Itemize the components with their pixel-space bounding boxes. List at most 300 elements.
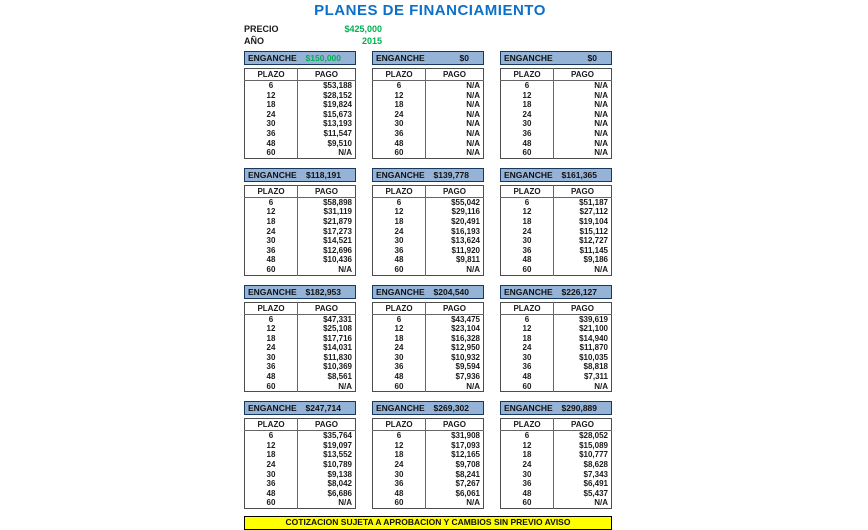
plazo-cell: 24 bbox=[245, 460, 298, 470]
plazo-cell: 48 bbox=[245, 489, 298, 499]
table-row bbox=[373, 265, 484, 275]
table-row bbox=[245, 91, 356, 101]
table-row bbox=[245, 246, 356, 256]
plazo-cell: 30 bbox=[245, 470, 298, 480]
price-row bbox=[244, 23, 616, 35]
plazo-cell: 6 bbox=[245, 431, 298, 441]
plazo-cell: 30 bbox=[501, 470, 554, 480]
enganche-value: $290,889 bbox=[561, 403, 597, 414]
table-row bbox=[373, 255, 484, 265]
plazo-header-cell: PLAZO bbox=[373, 185, 426, 197]
table-row bbox=[501, 265, 612, 275]
plazo-cell: 60 bbox=[373, 498, 426, 508]
plan-card bbox=[244, 51, 356, 159]
table-row bbox=[245, 314, 356, 324]
enganche-value: $0 bbox=[459, 53, 469, 63]
table-row bbox=[245, 81, 356, 91]
plazo-cell: 12 bbox=[245, 91, 298, 101]
pago-cell: N/A bbox=[466, 81, 480, 90]
table-row bbox=[373, 450, 484, 460]
plazo-cell: 48 bbox=[373, 255, 426, 265]
table-row bbox=[501, 100, 612, 110]
pago-cell: $16,328 bbox=[451, 333, 480, 343]
plazo-header-cell: PLAZO bbox=[373, 302, 426, 314]
pago-cell: N/A bbox=[594, 381, 608, 391]
pago-header-cell: PAGO bbox=[554, 69, 612, 81]
plazo-cell: 12 bbox=[373, 324, 426, 334]
pago-cell: N/A bbox=[466, 90, 480, 100]
enganche-header bbox=[500, 285, 612, 299]
pago-cell: $14,521 bbox=[323, 236, 352, 246]
plazo-cell: 12 bbox=[245, 324, 298, 334]
plazo-cell: 6 bbox=[501, 81, 554, 91]
plazo-cell: 24 bbox=[501, 460, 554, 470]
plazo-cell: 24 bbox=[501, 343, 554, 353]
enganche-value: $139,778 bbox=[433, 169, 469, 180]
pago-header-cell: PAGO bbox=[554, 185, 612, 197]
table-header-row bbox=[373, 69, 484, 81]
table-row bbox=[501, 498, 612, 508]
plazo-cell: 18 bbox=[245, 334, 298, 344]
price-label: PRECIO bbox=[244, 24, 279, 34]
pago-cell: $15,673 bbox=[323, 109, 352, 119]
plazo-cell: 48 bbox=[245, 139, 298, 149]
pago-cell: N/A bbox=[338, 381, 352, 391]
plazo-cell: 12 bbox=[373, 91, 426, 101]
plazo-cell: 24 bbox=[245, 227, 298, 237]
pago-cell: $11,145 bbox=[579, 245, 608, 255]
pago-cell: $10,777 bbox=[579, 450, 608, 460]
plazo-cell: 36 bbox=[501, 362, 554, 372]
plazo-header-cell: PLAZO bbox=[373, 419, 426, 431]
table-row bbox=[501, 246, 612, 256]
year-value: 2015 bbox=[361, 36, 382, 46]
table-row bbox=[245, 197, 356, 207]
plan-card bbox=[372, 285, 484, 393]
pago-cell: $14,940 bbox=[579, 333, 608, 343]
table-row bbox=[501, 353, 612, 363]
pago-header-cell: PAGO bbox=[426, 302, 484, 314]
plazo-cell: 60 bbox=[245, 382, 298, 392]
plazo-cell: 48 bbox=[501, 372, 554, 382]
table-row bbox=[373, 382, 484, 392]
plan-table bbox=[500, 418, 612, 509]
plazo-cell: 12 bbox=[245, 441, 298, 451]
pago-cell: $8,241 bbox=[455, 469, 480, 479]
pago-cell: $31,908 bbox=[451, 431, 480, 441]
plazo-cell: 36 bbox=[501, 246, 554, 256]
pago-cell: $31,119 bbox=[323, 207, 352, 217]
enganche-header bbox=[500, 168, 612, 182]
enganche-header bbox=[372, 168, 484, 182]
price-info-block bbox=[244, 23, 616, 47]
table-header-row bbox=[245, 69, 356, 81]
plazo-cell: 36 bbox=[245, 362, 298, 372]
table-row bbox=[501, 343, 612, 353]
table-header-row bbox=[245, 185, 356, 197]
pago-cell: $11,830 bbox=[323, 352, 352, 362]
plan-table bbox=[500, 68, 612, 159]
pago-header-cell: PAGO bbox=[426, 185, 484, 197]
plan-table bbox=[372, 68, 484, 159]
plazo-cell: 12 bbox=[501, 324, 554, 334]
table-row bbox=[501, 148, 612, 158]
plazo-cell: 24 bbox=[501, 227, 554, 237]
pago-header-cell: PAGO bbox=[298, 185, 356, 197]
plan-card bbox=[244, 401, 356, 509]
table-row bbox=[245, 236, 356, 246]
pago-cell: $9,138 bbox=[327, 469, 352, 479]
table-row bbox=[501, 372, 612, 382]
table-row bbox=[373, 479, 484, 489]
table-row bbox=[373, 460, 484, 470]
pago-header-cell: PAGO bbox=[298, 302, 356, 314]
plazo-header-cell: PLAZO bbox=[245, 302, 298, 314]
plan-table bbox=[500, 302, 612, 393]
plan-card bbox=[500, 168, 612, 276]
plazo-cell: 30 bbox=[245, 119, 298, 129]
pago-cell: N/A bbox=[594, 100, 608, 110]
plazo-cell: 24 bbox=[373, 343, 426, 353]
table-row bbox=[501, 227, 612, 237]
pago-header-cell: PAGO bbox=[554, 302, 612, 314]
plazo-cell: 60 bbox=[245, 265, 298, 275]
plazo-cell: 12 bbox=[245, 207, 298, 217]
table-row bbox=[245, 100, 356, 110]
pago-cell: $19,104 bbox=[579, 216, 608, 226]
table-row bbox=[373, 217, 484, 227]
table-row bbox=[373, 372, 484, 382]
plazo-cell: 12 bbox=[501, 91, 554, 101]
pago-cell: $13,193 bbox=[323, 119, 352, 129]
pago-cell: N/A bbox=[338, 264, 352, 274]
table-row bbox=[501, 81, 612, 91]
pago-cell: $17,093 bbox=[451, 440, 480, 450]
table-row bbox=[245, 460, 356, 470]
plazo-cell: 30 bbox=[245, 236, 298, 246]
plazo-cell: 18 bbox=[501, 217, 554, 227]
pago-cell: $23,104 bbox=[451, 324, 480, 334]
plazo-cell: 24 bbox=[373, 227, 426, 237]
plan-table bbox=[372, 418, 484, 509]
pago-cell: $19,097 bbox=[323, 440, 352, 450]
enganche-header bbox=[244, 401, 356, 415]
pago-cell: $25,108 bbox=[323, 324, 352, 334]
pago-cell: N/A bbox=[594, 119, 608, 129]
pago-cell: N/A bbox=[466, 148, 480, 158]
plazo-cell: 48 bbox=[373, 489, 426, 499]
table-row bbox=[245, 362, 356, 372]
table-row bbox=[245, 479, 356, 489]
plazo-cell: 18 bbox=[501, 100, 554, 110]
table-row bbox=[245, 382, 356, 392]
table-row bbox=[501, 479, 612, 489]
table-row bbox=[501, 334, 612, 344]
plazo-cell: 18 bbox=[245, 100, 298, 110]
pago-cell: $9,708 bbox=[455, 460, 480, 470]
table-row bbox=[373, 324, 484, 334]
pago-header-cell: PAGO bbox=[298, 419, 356, 431]
plazo-cell: 6 bbox=[373, 431, 426, 441]
enganche-header bbox=[244, 168, 356, 182]
table-row bbox=[373, 227, 484, 237]
pago-cell: $10,436 bbox=[323, 255, 352, 265]
table-row bbox=[245, 217, 356, 227]
table-row bbox=[501, 110, 612, 120]
pago-cell: N/A bbox=[594, 109, 608, 119]
plazo-cell: 12 bbox=[373, 207, 426, 217]
pago-cell: N/A bbox=[466, 264, 480, 274]
plazo-cell: 36 bbox=[373, 246, 426, 256]
plazo-cell: 24 bbox=[245, 343, 298, 353]
table-row bbox=[245, 139, 356, 149]
table-row bbox=[245, 227, 356, 237]
plazo-cell: 48 bbox=[373, 372, 426, 382]
enganche-value: $150,000 bbox=[305, 53, 341, 63]
pago-cell: $8,561 bbox=[327, 372, 352, 382]
table-header-row bbox=[373, 302, 484, 314]
table-row bbox=[501, 197, 612, 207]
plazo-cell: 18 bbox=[373, 100, 426, 110]
plazo-header-cell: PLAZO bbox=[245, 185, 298, 197]
pago-cell: N/A bbox=[594, 128, 608, 138]
pago-cell: $51,187 bbox=[579, 197, 608, 207]
pago-cell: $13,624 bbox=[451, 236, 480, 246]
enganche-header bbox=[372, 285, 484, 299]
plazo-header-cell: PLAZO bbox=[501, 185, 554, 197]
pago-cell: $55,042 bbox=[451, 197, 480, 207]
enganche-label: ENGANCHE bbox=[504, 53, 553, 63]
plazo-cell: 30 bbox=[501, 353, 554, 363]
pago-cell: N/A bbox=[594, 264, 608, 274]
plan-table bbox=[244, 68, 356, 159]
pago-cell: $43,475 bbox=[451, 314, 480, 324]
enganche-value: $226,127 bbox=[561, 286, 597, 297]
table-header-row bbox=[501, 419, 612, 431]
plazo-header-cell: PLAZO bbox=[245, 69, 298, 81]
price-value: $425,000 bbox=[344, 24, 382, 34]
pago-header-cell: PAGO bbox=[426, 69, 484, 81]
enganche-value: $269,302 bbox=[433, 403, 469, 414]
table-row bbox=[373, 431, 484, 441]
enganche-label: ENGANCHE bbox=[248, 403, 297, 414]
plazo-cell: 12 bbox=[501, 441, 554, 451]
pago-cell: N/A bbox=[594, 81, 608, 90]
plan-card bbox=[244, 168, 356, 276]
pago-cell: $10,369 bbox=[323, 362, 352, 372]
enganche-label: ENGANCHE bbox=[504, 403, 553, 414]
plazo-cell: 60 bbox=[501, 498, 554, 508]
pago-cell: $6,686 bbox=[327, 488, 352, 498]
pago-cell: $21,100 bbox=[579, 324, 608, 334]
pago-cell: $58,898 bbox=[323, 197, 352, 207]
plazo-cell: 6 bbox=[373, 81, 426, 91]
table-row bbox=[245, 265, 356, 275]
enganche-value: $204,540 bbox=[433, 286, 469, 297]
plan-table bbox=[372, 185, 484, 276]
pago-cell: $7,343 bbox=[583, 469, 608, 479]
year-row bbox=[244, 35, 616, 47]
table-row bbox=[245, 372, 356, 382]
table-row bbox=[501, 91, 612, 101]
table-row bbox=[245, 324, 356, 334]
table-row bbox=[501, 489, 612, 499]
table-row bbox=[373, 441, 484, 451]
pago-cell: $11,870 bbox=[579, 343, 608, 353]
pago-cell: N/A bbox=[466, 119, 480, 129]
table-row bbox=[245, 119, 356, 129]
plazo-cell: 60 bbox=[373, 382, 426, 392]
plazo-header-cell: PLAZO bbox=[373, 69, 426, 81]
table-row bbox=[501, 207, 612, 217]
pago-header-cell: PAGO bbox=[426, 419, 484, 431]
plazo-cell: 60 bbox=[245, 498, 298, 508]
pago-cell: $5,437 bbox=[583, 488, 608, 498]
pago-cell: $6,061 bbox=[455, 488, 480, 498]
pago-cell: N/A bbox=[594, 90, 608, 100]
plazo-cell: 6 bbox=[501, 431, 554, 441]
plans-grid bbox=[244, 51, 616, 509]
pago-cell: N/A bbox=[338, 148, 352, 158]
table-header-row bbox=[245, 302, 356, 314]
plan-table bbox=[244, 185, 356, 276]
pago-cell: $15,089 bbox=[579, 440, 608, 450]
table-row bbox=[373, 207, 484, 217]
table-row bbox=[501, 314, 612, 324]
pago-cell: $10,035 bbox=[579, 352, 608, 362]
plan-card bbox=[372, 51, 484, 159]
pago-cell: $9,811 bbox=[455, 255, 480, 265]
pago-cell: $6,491 bbox=[583, 479, 608, 489]
enganche-value: $0 bbox=[587, 53, 597, 63]
pago-cell: $39,619 bbox=[579, 314, 608, 324]
table-row bbox=[373, 314, 484, 324]
plazo-cell: 24 bbox=[501, 110, 554, 120]
table-row bbox=[373, 498, 484, 508]
enganche-header bbox=[500, 401, 612, 415]
table-row bbox=[501, 129, 612, 139]
plazo-cell: 18 bbox=[501, 334, 554, 344]
plazo-cell: 60 bbox=[501, 265, 554, 275]
plazo-cell: 48 bbox=[373, 139, 426, 149]
table-row bbox=[245, 129, 356, 139]
plazo-cell: 36 bbox=[373, 479, 426, 489]
table-header-row bbox=[501, 185, 612, 197]
plazo-cell: 60 bbox=[373, 265, 426, 275]
plazo-cell: 18 bbox=[501, 450, 554, 460]
table-row bbox=[245, 207, 356, 217]
table-row bbox=[501, 236, 612, 246]
plazo-cell: 6 bbox=[245, 81, 298, 91]
enganche-label: ENGANCHE bbox=[248, 53, 297, 63]
table-row bbox=[373, 353, 484, 363]
table-row bbox=[373, 129, 484, 139]
plazo-cell: 24 bbox=[245, 110, 298, 120]
table-row bbox=[373, 100, 484, 110]
table-row bbox=[373, 334, 484, 344]
pago-cell: $9,186 bbox=[583, 255, 608, 265]
plazo-cell: 30 bbox=[245, 353, 298, 363]
table-row bbox=[373, 119, 484, 129]
plan-card bbox=[372, 168, 484, 276]
table-row bbox=[245, 489, 356, 499]
year-label: AÑO bbox=[244, 36, 264, 46]
table-row bbox=[373, 110, 484, 120]
pago-cell: $29,116 bbox=[451, 207, 480, 217]
pago-cell: $35,764 bbox=[323, 431, 352, 441]
plazo-header-cell: PLAZO bbox=[501, 69, 554, 81]
table-row bbox=[373, 470, 484, 480]
plan-card bbox=[244, 285, 356, 393]
pago-cell: $7,936 bbox=[455, 372, 480, 382]
table-row bbox=[245, 441, 356, 451]
table-row bbox=[501, 431, 612, 441]
table-row bbox=[245, 470, 356, 480]
plan-card bbox=[500, 285, 612, 393]
table-row bbox=[501, 217, 612, 227]
table-header-row bbox=[373, 185, 484, 197]
pago-cell: $8,818 bbox=[583, 362, 608, 372]
enganche-label: ENGANCHE bbox=[248, 169, 297, 180]
plazo-cell: 36 bbox=[501, 129, 554, 139]
enganche-value: $118,191 bbox=[306, 169, 341, 180]
plazo-cell: 18 bbox=[373, 217, 426, 227]
plan-table bbox=[244, 302, 356, 393]
pago-cell: $8,628 bbox=[583, 460, 608, 470]
table-row bbox=[245, 110, 356, 120]
pago-cell: $19,824 bbox=[323, 100, 352, 110]
pago-cell: N/A bbox=[594, 148, 608, 158]
table-row bbox=[501, 382, 612, 392]
financing-plans-sheet bbox=[244, 0, 616, 530]
pago-cell: N/A bbox=[338, 498, 352, 508]
table-header-row bbox=[501, 69, 612, 81]
plazo-cell: 24 bbox=[373, 110, 426, 120]
pago-cell: $11,547 bbox=[323, 128, 352, 138]
plazo-cell: 36 bbox=[245, 129, 298, 139]
pago-cell: N/A bbox=[594, 138, 608, 148]
pago-cell: $7,267 bbox=[455, 479, 480, 489]
table-row bbox=[501, 255, 612, 265]
table-row bbox=[245, 450, 356, 460]
plazo-cell: 48 bbox=[501, 139, 554, 149]
table-row bbox=[373, 81, 484, 91]
plazo-cell: 6 bbox=[373, 314, 426, 324]
plazo-header-cell: PLAZO bbox=[245, 419, 298, 431]
pago-cell: $53,188 bbox=[323, 81, 352, 90]
table-row bbox=[501, 450, 612, 460]
table-row bbox=[373, 148, 484, 158]
pago-cell: N/A bbox=[466, 100, 480, 110]
pago-cell: $12,950 bbox=[451, 343, 480, 353]
enganche-label: ENGANCHE bbox=[376, 286, 425, 297]
pago-cell: $13,552 bbox=[323, 450, 352, 460]
table-row bbox=[245, 343, 356, 353]
pago-cell: $12,727 bbox=[579, 236, 608, 246]
plazo-cell: 60 bbox=[501, 382, 554, 392]
pago-cell: $47,331 bbox=[323, 314, 352, 324]
enganche-label: ENGANCHE bbox=[376, 169, 425, 180]
table-row bbox=[373, 489, 484, 499]
plazo-cell: 6 bbox=[501, 197, 554, 207]
plazo-cell: 48 bbox=[245, 255, 298, 265]
table-row bbox=[373, 91, 484, 101]
enganche-label: ENGANCHE bbox=[376, 403, 425, 414]
plan-card bbox=[500, 51, 612, 159]
table-row bbox=[501, 470, 612, 480]
enganche-header bbox=[500, 51, 612, 65]
pago-cell: $12,165 bbox=[451, 450, 480, 460]
